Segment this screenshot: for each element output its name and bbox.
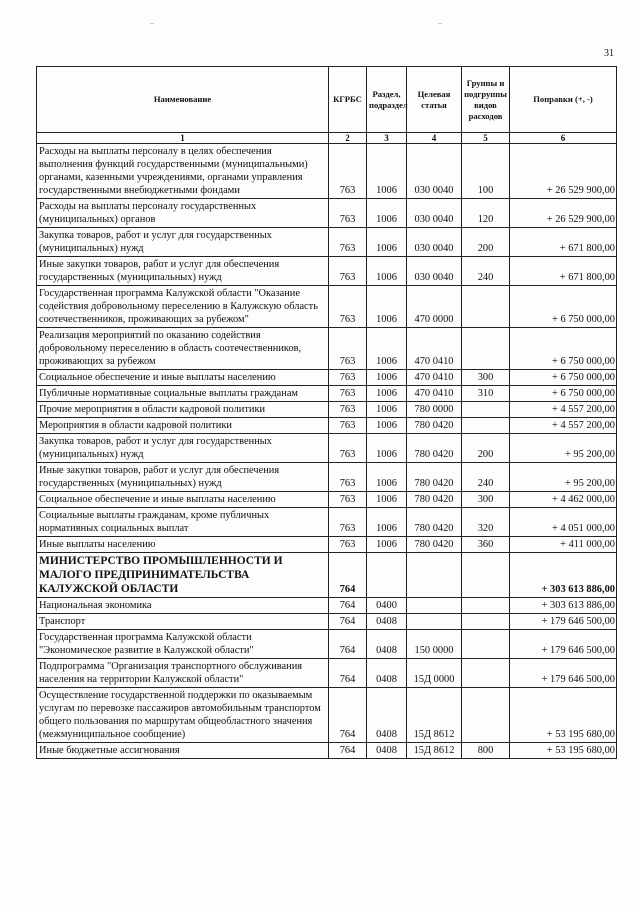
row-razdel: 1006 — [367, 508, 407, 537]
row-name: Государственная программа Калужской области "Оказание содействия добровольному переселению в Калужскую область соотечественников, проживающих за рубежом" — [37, 286, 329, 328]
row-razdel: 0408 — [367, 630, 407, 659]
table-row — [37, 537, 617, 553]
row-kgrbs: 763 — [329, 286, 367, 328]
row-kgrbs: 763 — [329, 144, 367, 199]
row-statya — [407, 598, 462, 614]
row-razdel — [367, 553, 407, 598]
row-razdel: 1006 — [367, 537, 407, 553]
header-name: Наименование — [37, 67, 329, 133]
row-name: Подпрограмма "Организация транспортного обслуживания населения на территории Калужской области" — [37, 659, 329, 688]
table-row — [37, 743, 617, 759]
row-statya: 780 0420 — [407, 434, 462, 463]
row-name: МИНИСТЕРСТВО ПРОМЫШЛЕННОСТИ И МАЛОГО ПРЕДПРИНИМАТЕЛЬСТВА КАЛУЖСКОЙ ОБЛАСТИ — [37, 553, 329, 598]
column-number: 5 — [462, 133, 510, 144]
row-name: Социальное обеспечение и иные выплаты населению — [37, 370, 329, 386]
row-vid: 300 — [462, 370, 510, 386]
row-statya: 15Д 0000 — [407, 659, 462, 688]
row-vid: 300 — [462, 492, 510, 508]
column-number: 4 — [407, 133, 462, 144]
row-statya: 780 0420 — [407, 418, 462, 434]
table-row — [37, 553, 617, 598]
header-statya: Целевая статья — [407, 67, 462, 133]
row-amount: + 6 750 000,00 — [510, 286, 617, 328]
row-razdel: 1006 — [367, 257, 407, 286]
row-amount: + 4 557 200,00 — [510, 418, 617, 434]
row-statya: 780 0420 — [407, 463, 462, 492]
row-amount: + 303 613 886,00 — [510, 553, 617, 598]
row-kgrbs: 763 — [329, 463, 367, 492]
table-row — [37, 630, 617, 659]
row-amount: + 26 529 900,00 — [510, 144, 617, 199]
row-statya: 030 0040 — [407, 228, 462, 257]
row-statya: 15Д 8612 — [407, 743, 462, 759]
row-statya: 470 0410 — [407, 328, 462, 370]
table-row — [37, 688, 617, 743]
row-vid — [462, 659, 510, 688]
row-kgrbs: 764 — [329, 688, 367, 743]
row-kgrbs: 764 — [329, 553, 367, 598]
row-razdel: 1006 — [367, 370, 407, 386]
header-row — [37, 67, 617, 133]
row-vid — [462, 402, 510, 418]
row-amount: + 6 750 000,00 — [510, 386, 617, 402]
row-name: Иные закупки товаров, работ и услуг для обеспечения государственных (муниципальных) нужд — [37, 257, 329, 286]
row-razdel: 1006 — [367, 402, 407, 418]
table-row — [37, 508, 617, 537]
row-kgrbs: 764 — [329, 630, 367, 659]
row-name: Реализация мероприятий по оказанию содействия добровольному переселению в область соотечественников, проживающих за рубежом — [37, 328, 329, 370]
row-razdel: 0408 — [367, 743, 407, 759]
table-row — [37, 199, 617, 228]
column-number: 3 — [367, 133, 407, 144]
row-statya: 780 0420 — [407, 508, 462, 537]
row-name: Иные бюджетные ассигнования — [37, 743, 329, 759]
table-row — [37, 328, 617, 370]
budget-table — [36, 66, 617, 759]
column-number: 2 — [329, 133, 367, 144]
row-amount: + 303 613 886,00 — [510, 598, 617, 614]
row-name: Расходы на выплаты персоналу государственных (муниципальных) органов — [37, 199, 329, 228]
row-statya: 780 0420 — [407, 492, 462, 508]
row-kgrbs: 763 — [329, 418, 367, 434]
row-kgrbs: 764 — [329, 743, 367, 759]
row-statya: 470 0000 — [407, 286, 462, 328]
row-razdel: 1006 — [367, 228, 407, 257]
row-razdel: 1006 — [367, 434, 407, 463]
row-amount: + 53 195 680,00 — [510, 688, 617, 743]
row-kgrbs: 763 — [329, 370, 367, 386]
table-row — [37, 434, 617, 463]
row-statya: 030 0040 — [407, 199, 462, 228]
header-amount: Поправки (+, -) — [510, 67, 617, 133]
table-row — [37, 228, 617, 257]
row-amount: + 26 529 900,00 — [510, 199, 617, 228]
row-amount: + 179 646 500,00 — [510, 659, 617, 688]
header-vid: Группы и подгруппы видов расходов — [462, 67, 510, 133]
row-name: Национальная экономика — [37, 598, 329, 614]
row-statya: 030 0040 — [407, 257, 462, 286]
row-vid: 320 — [462, 508, 510, 537]
row-razdel: 1006 — [367, 286, 407, 328]
row-vid: 310 — [462, 386, 510, 402]
row-kgrbs: 764 — [329, 598, 367, 614]
page-number: 31 — [604, 48, 614, 59]
table-row — [37, 257, 617, 286]
row-amount: + 179 646 500,00 — [510, 614, 617, 630]
row-kgrbs: 764 — [329, 659, 367, 688]
row-kgrbs: 763 — [329, 257, 367, 286]
row-razdel: 1006 — [367, 328, 407, 370]
row-razdel: 1006 — [367, 418, 407, 434]
row-vid — [462, 688, 510, 743]
row-vid — [462, 598, 510, 614]
row-amount: + 671 800,00 — [510, 257, 617, 286]
column-number: 6 — [510, 133, 617, 144]
row-statya — [407, 553, 462, 598]
row-kgrbs: 763 — [329, 537, 367, 553]
table-row — [37, 659, 617, 688]
row-amount: + 4 557 200,00 — [510, 402, 617, 418]
column-number-row — [37, 133, 617, 144]
row-name: Иные выплаты населению — [37, 537, 329, 553]
row-kgrbs: 763 — [329, 508, 367, 537]
row-name: Закупка товаров, работ и услуг для государственных (муниципальных) нужд — [37, 434, 329, 463]
row-razdel: 0408 — [367, 614, 407, 630]
row-vid — [462, 418, 510, 434]
scan-speck: – — [438, 18, 442, 27]
row-statya: 780 0420 — [407, 537, 462, 553]
table-row — [37, 598, 617, 614]
scan-speck: – — [150, 18, 154, 27]
table-row — [37, 402, 617, 418]
row-kgrbs: 763 — [329, 402, 367, 418]
row-razdel: 1006 — [367, 492, 407, 508]
row-amount: + 95 200,00 — [510, 463, 617, 492]
row-kgrbs: 763 — [329, 228, 367, 257]
table-row — [37, 144, 617, 199]
row-name: Социальные выплаты гражданам, кроме публичных нормативных социальных выплат — [37, 508, 329, 537]
row-vid: 200 — [462, 434, 510, 463]
row-vid — [462, 328, 510, 370]
row-vid — [462, 553, 510, 598]
row-razdel: 1006 — [367, 199, 407, 228]
row-statya: 15Д 8612 — [407, 688, 462, 743]
row-amount: + 6 750 000,00 — [510, 328, 617, 370]
table-row — [37, 386, 617, 402]
row-statya: 150 0000 — [407, 630, 462, 659]
row-statya — [407, 614, 462, 630]
row-statya: 470 0410 — [407, 386, 462, 402]
row-name: Прочие мероприятия в области кадровой политики — [37, 402, 329, 418]
row-amount: + 95 200,00 — [510, 434, 617, 463]
row-vid — [462, 286, 510, 328]
row-kgrbs: 763 — [329, 386, 367, 402]
row-amount: + 179 646 500,00 — [510, 630, 617, 659]
row-name: Транспорт — [37, 614, 329, 630]
row-name: Иные закупки товаров, работ и услуг для обеспечения государственных (муниципальных) нужд — [37, 463, 329, 492]
row-amount: + 6 750 000,00 — [510, 370, 617, 386]
row-name: Осуществление государственной поддержки по оказываемым услугам по перевозке пассажиров автомобильным транспортом общего пользования по маршрутам общеобластного значения (межмуниципальное сообщение) — [37, 688, 329, 743]
row-razdel: 0408 — [367, 688, 407, 743]
row-razdel: 1006 — [367, 144, 407, 199]
row-amount: + 411 000,00 — [510, 537, 617, 553]
row-kgrbs: 763 — [329, 492, 367, 508]
row-kgrbs: 763 — [329, 199, 367, 228]
header-razdel: Раздел, подраздел — [367, 67, 407, 133]
row-kgrbs: 763 — [329, 328, 367, 370]
row-vid: 100 — [462, 144, 510, 199]
row-amount: + 4 051 000,00 — [510, 508, 617, 537]
row-name: Мероприятия в области кадровой политики — [37, 418, 329, 434]
row-amount: + 4 462 000,00 — [510, 492, 617, 508]
row-vid — [462, 614, 510, 630]
row-razdel: 1006 — [367, 463, 407, 492]
row-vid — [462, 630, 510, 659]
row-amount: + 671 800,00 — [510, 228, 617, 257]
row-kgrbs: 763 — [329, 434, 367, 463]
table-row — [37, 370, 617, 386]
row-name: Публичные нормативные социальные выплаты гражданам — [37, 386, 329, 402]
table-row — [37, 614, 617, 630]
row-razdel: 1006 — [367, 386, 407, 402]
row-vid: 360 — [462, 537, 510, 553]
row-vid: 240 — [462, 257, 510, 286]
row-vid: 120 — [462, 199, 510, 228]
row-razdel: 0400 — [367, 598, 407, 614]
row-statya: 470 0410 — [407, 370, 462, 386]
header-kgrbs: КГРБС — [329, 67, 367, 133]
row-statya: 030 0040 — [407, 144, 462, 199]
row-statya: 780 0000 — [407, 402, 462, 418]
table-row — [37, 286, 617, 328]
row-amount: + 53 195 680,00 — [510, 743, 617, 759]
row-vid: 800 — [462, 743, 510, 759]
row-name: Государственная программа Калужской области "Экономическое развитие в Калужской области" — [37, 630, 329, 659]
table-row — [37, 463, 617, 492]
table-row — [37, 418, 617, 434]
row-name: Закупка товаров, работ и услуг для государственных (муниципальных) нужд — [37, 228, 329, 257]
row-razdel: 0408 — [367, 659, 407, 688]
table-row — [37, 492, 617, 508]
row-name: Социальное обеспечение и иные выплаты населению — [37, 492, 329, 508]
row-kgrbs: 764 — [329, 614, 367, 630]
column-number: 1 — [37, 133, 329, 144]
row-name: Расходы на выплаты персоналу в целях обеспечения выполнения функций государственными (муниципальными) органами, казенными учреждениями, органами управления государственными внебюджетными фондами — [37, 144, 329, 199]
row-vid: 240 — [462, 463, 510, 492]
row-vid: 200 — [462, 228, 510, 257]
